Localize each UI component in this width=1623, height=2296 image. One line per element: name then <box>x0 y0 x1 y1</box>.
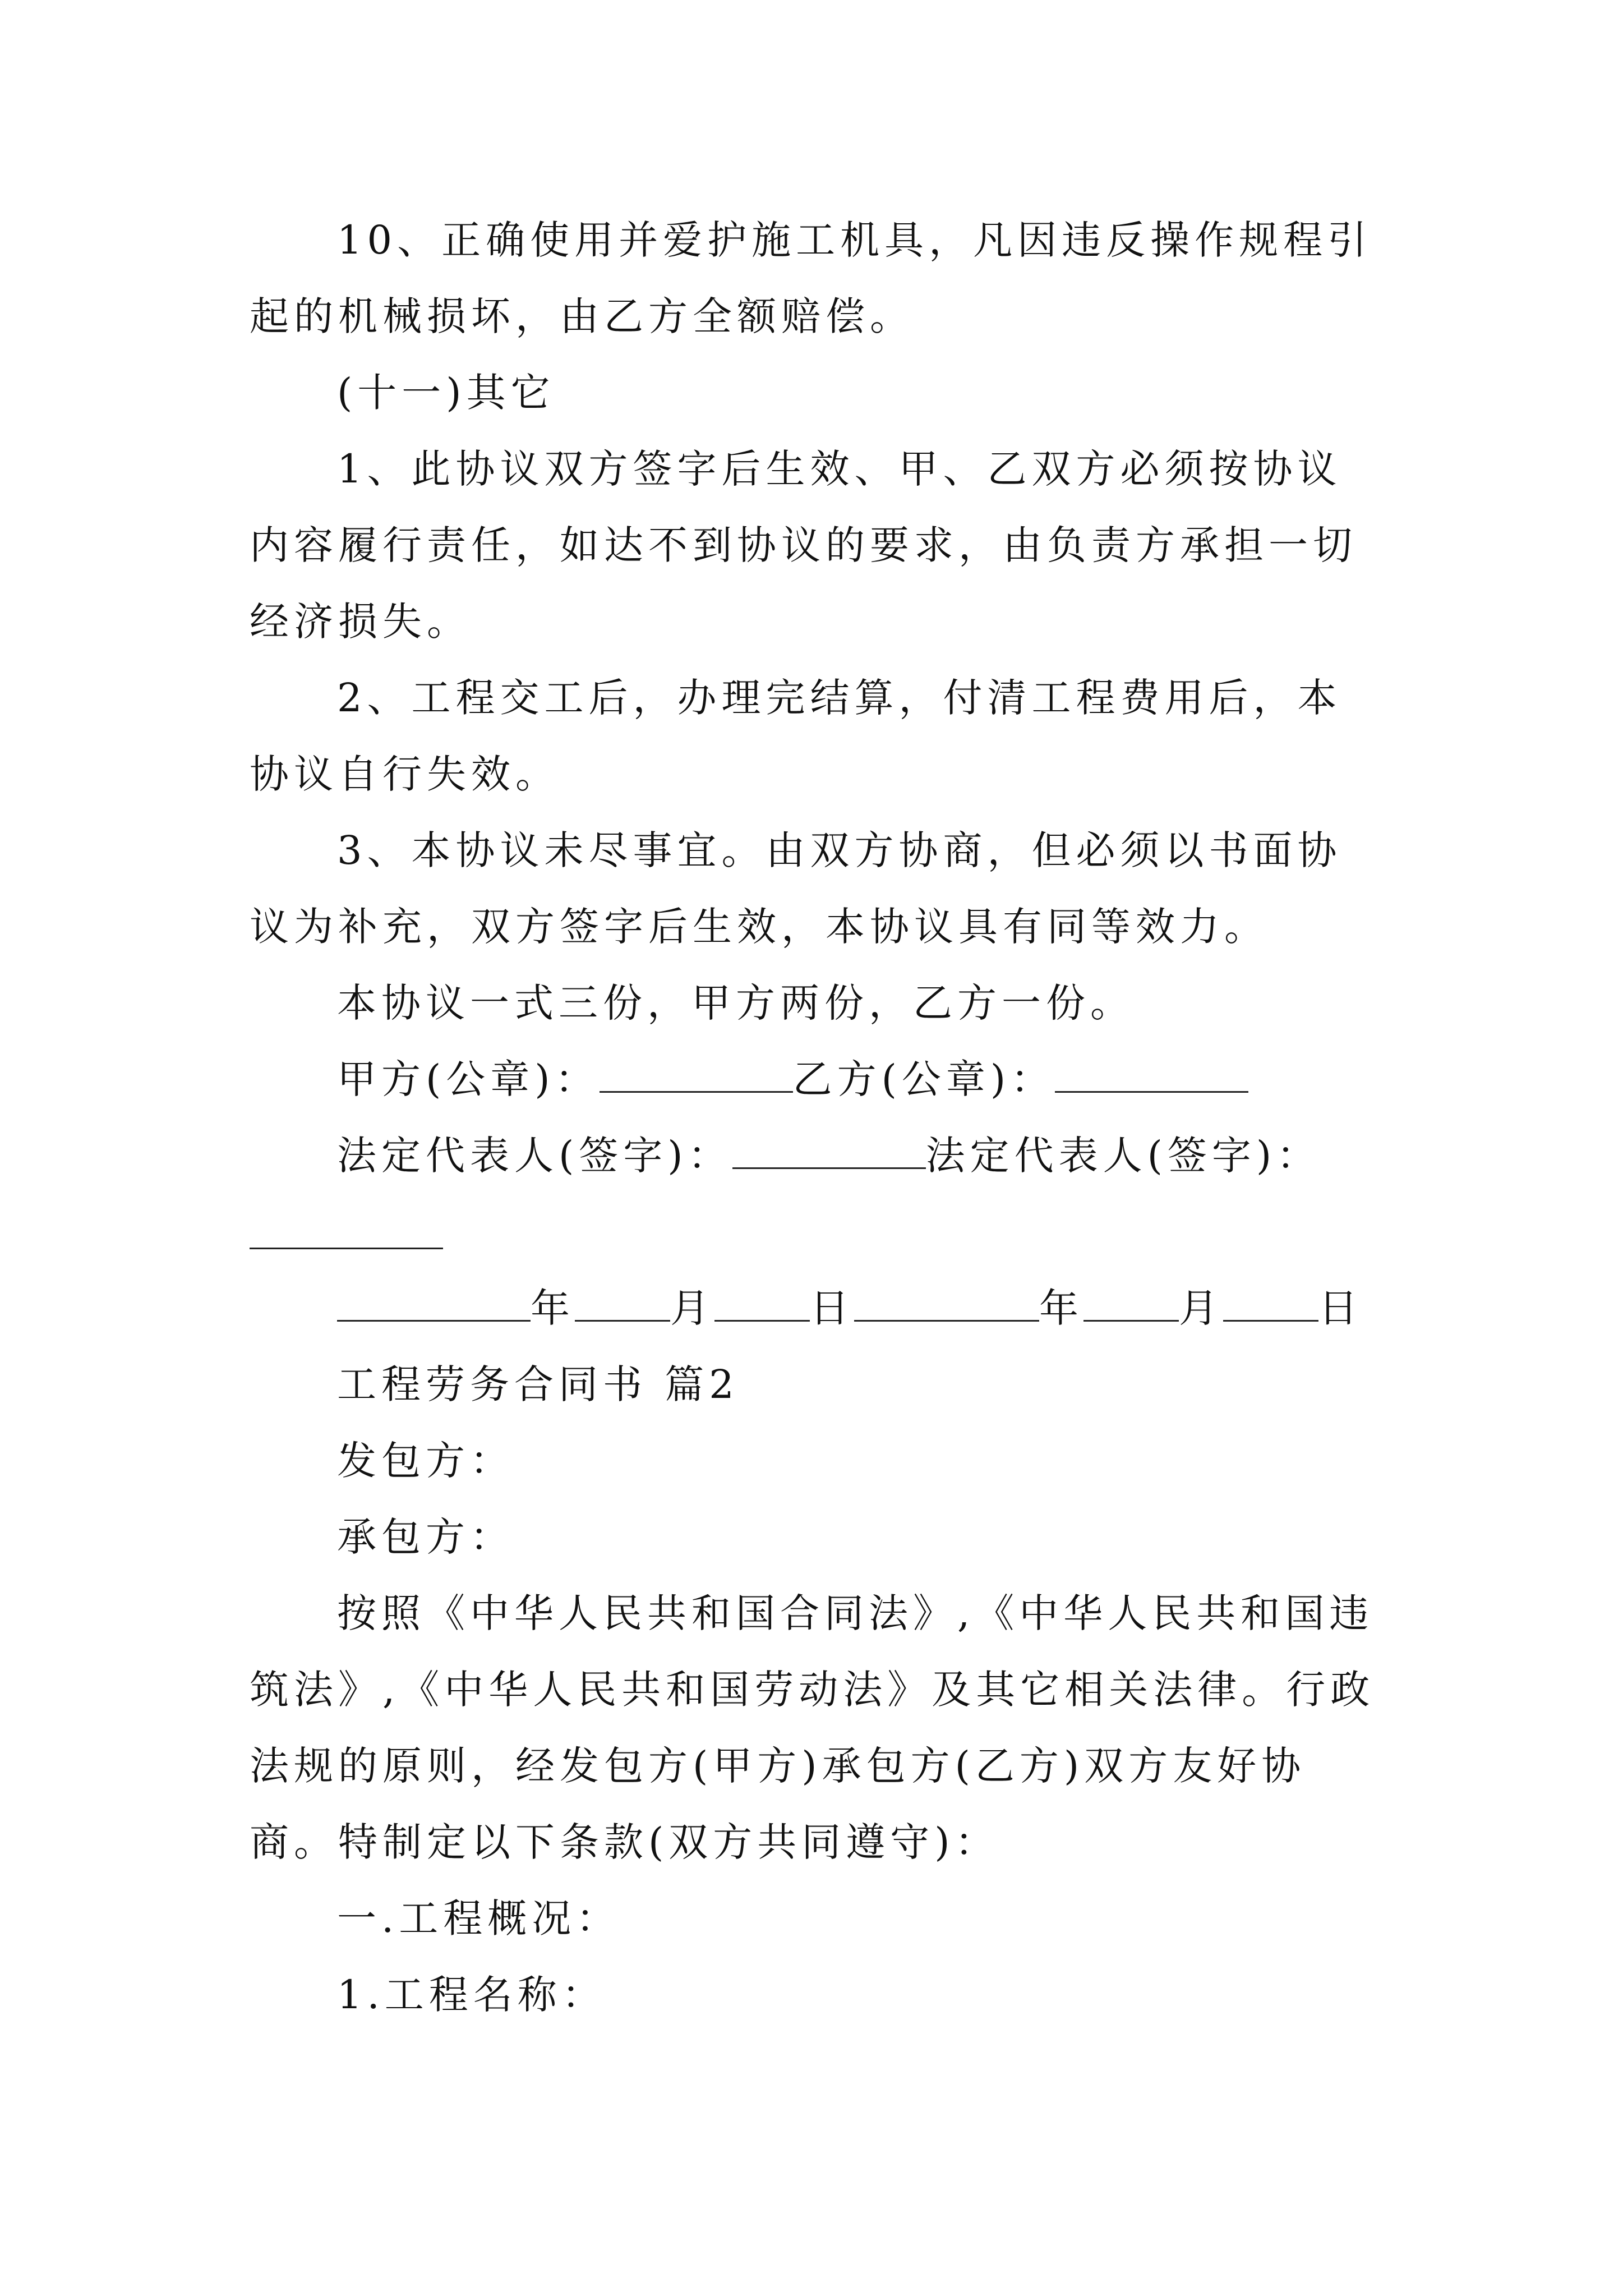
party-a-rep-label: 法定代表人(签字)： <box>337 1133 732 1179</box>
seal-line <box>250 1041 1380 1117</box>
party-b-seal-label: 乙方(公章)： <box>792 1056 1055 1102</box>
employer-label: 发包方： <box>337 1438 514 1484</box>
document-body <box>250 202 1380 2033</box>
date-b-day-blank <box>1223 1282 1318 1322</box>
project-overview-heading: 一.工程概况： <box>337 1895 621 1941</box>
contract-intro: 按照《中华人民共和国合同法》,《中华人民共和国违筑法》,《中华人民共和国劳动法》及其它相关法律。行政法规的原则，经发包方(甲方)承包方(乙方)双方友好协商。特制定以下条款(双方共同遵守)： <box>250 1590 1375 1865</box>
party-a-rep-blank <box>732 1129 926 1169</box>
date-b-year-blank <box>854 1282 1039 1322</box>
clause-other-3: 3、本协议未尽事宜。由双方协商，但必须以书面协议为补充，双方签字后生效，本协议具有同等效力。 <box>250 827 1342 950</box>
clause-other-1: 1、此协议双方签字后生效、甲、乙双方必须按协议内容履行责任，如达不到协议的要求，由负责方承担一切经济损失。 <box>250 446 1357 645</box>
date-b-day: 日 <box>1318 1285 1363 1331</box>
contractor-label: 承包方： <box>337 1514 514 1560</box>
party-b-seal-blank <box>1055 1053 1248 1093</box>
date-b-year: 年 <box>1039 1285 1083 1331</box>
date-b-month-blank <box>1083 1282 1179 1322</box>
party-b-rep-blank <box>250 1209 443 1249</box>
clause-10: 10、正确使用并爱护施工机具，凡因违反操作规程引起的机械损坏，由乙方全额赔偿。 <box>250 217 1372 339</box>
project-name-item: 1.工程名称： <box>337 1972 606 2018</box>
representative-line <box>250 1117 1380 1194</box>
date-a-day: 日 <box>810 1285 854 1331</box>
date-a-year-blank <box>337 1282 531 1322</box>
date-line <box>250 1270 1380 1346</box>
party-b-rep-label: 法定代表人(签字)： <box>925 1133 1321 1179</box>
date-a-day-blank <box>714 1282 810 1322</box>
contract-title-2: 工程劳务合同书 篇2 <box>337 1361 739 1407</box>
party-a-seal-label: 甲方(公章)： <box>337 1056 600 1102</box>
party-b-rep-blank-row <box>250 1194 1380 1270</box>
date-a-month: 月 <box>670 1285 714 1331</box>
party-a-seal-blank <box>600 1053 793 1093</box>
clause-other-2: 2、工程交工后，办理完结算，付清工程费用后，本协议自行失效。 <box>250 675 1342 797</box>
copies-statement: 本协议一式三份，甲方两份，乙方一份。 <box>337 980 1135 1026</box>
date-a-year: 年 <box>531 1285 575 1331</box>
date-a-month-blank <box>575 1282 670 1322</box>
date-b-month: 月 <box>1179 1285 1223 1331</box>
section-heading-other: (十一)其它 <box>337 370 555 416</box>
